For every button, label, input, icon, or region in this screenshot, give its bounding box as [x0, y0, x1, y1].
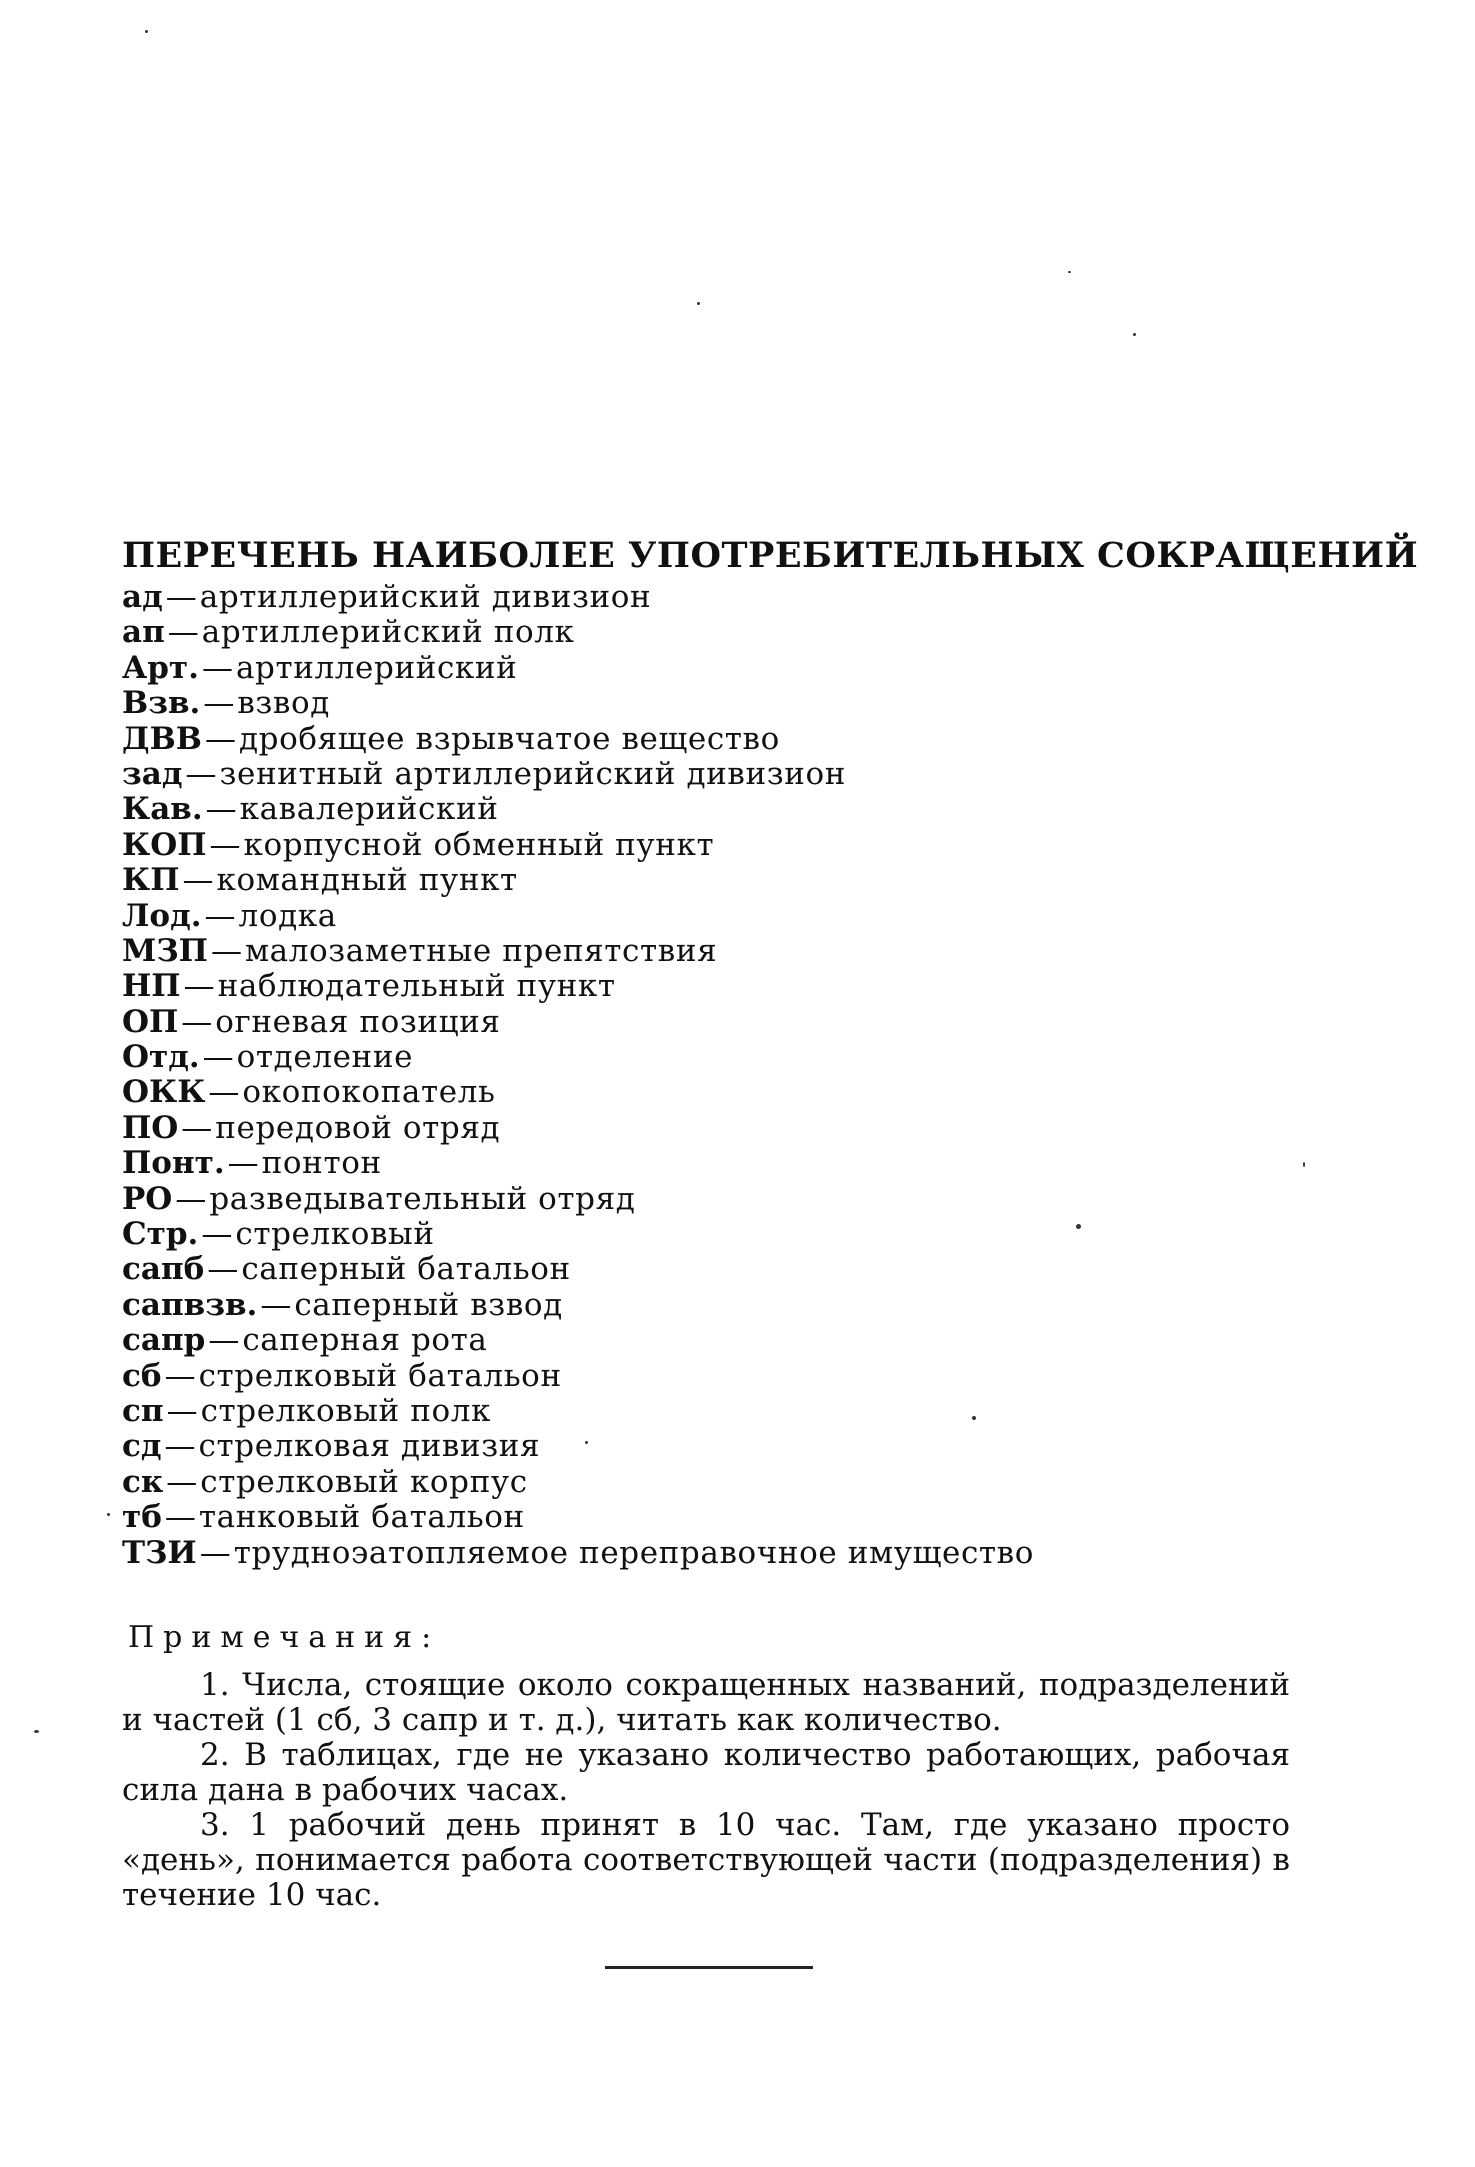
- abbreviation-row: [122, 863, 1272, 898]
- abbreviation-row: [122, 1252, 1272, 1287]
- notes-section: [122, 1668, 1290, 1913]
- scan-speck: [145, 30, 148, 33]
- abbreviation-definition: саперный взвод: [294, 1286, 563, 1323]
- abbreviation-term: ОП: [122, 1003, 179, 1040]
- end-rule: [605, 1966, 813, 1969]
- abbreviation-term: ад: [122, 579, 163, 615]
- abbreviation-term: сд: [122, 1428, 162, 1465]
- abbreviation-row: [122, 899, 1272, 934]
- abbreviation-dash: —: [227, 1145, 259, 1182]
- abbreviation-definition: артиллерийский дивизион: [199, 579, 652, 615]
- abbreviation-dash: —: [183, 968, 215, 1005]
- abbreviation-dash: —: [166, 1392, 198, 1429]
- abbreviation-row: [122, 1429, 1272, 1464]
- abbreviation-row: [122, 828, 1272, 863]
- abbreviation-row: [122, 1005, 1272, 1040]
- abbreviation-dash: —: [181, 1003, 213, 1040]
- scan-speck: [1133, 333, 1136, 336]
- abbreviation-term: Понт.: [122, 1145, 225, 1182]
- abbreviation-term: ап: [122, 614, 165, 651]
- abbreviation-row: [122, 1217, 1272, 1252]
- abbreviation-row: [122, 1465, 1272, 1500]
- abbreviation-row: [122, 1146, 1272, 1181]
- abbreviation-definition: малозаметные препятствия: [244, 932, 718, 969]
- abbreviation-row: [122, 1500, 1272, 1535]
- abbreviation-row: [122, 969, 1272, 1004]
- abbreviation-term: сапб: [122, 1251, 205, 1288]
- abbreviation-dash: —: [202, 1039, 234, 1076]
- abbreviation-term: Стр.: [122, 1216, 199, 1253]
- abbreviation-row: [122, 1075, 1272, 1110]
- abbreviation-definition: взвод: [237, 685, 330, 722]
- abbreviation-term: Отд.: [122, 1039, 200, 1076]
- abbreviation-definition: лодка: [238, 897, 337, 934]
- abbreviation-definition: отделение: [236, 1039, 414, 1076]
- abbreviation-row: [122, 1182, 1272, 1217]
- abbreviation-term: ск: [122, 1463, 164, 1500]
- abbreviation-definition: артиллерийский: [235, 649, 518, 686]
- abbreviation-row: [122, 580, 1272, 615]
- abbreviation-term: НП: [122, 968, 181, 1005]
- abbreviation-term: сп: [122, 1392, 164, 1429]
- abbreviation-row: [122, 1536, 1272, 1571]
- abbreviation-definition: стрелковая дивизия: [198, 1428, 541, 1465]
- abbreviation-dash: —: [175, 1180, 207, 1217]
- abbreviation-row: [122, 757, 1272, 792]
- abbreviation-term: ОКК: [122, 1074, 206, 1111]
- abbreviation-dash: —: [164, 1357, 196, 1394]
- abbreviation-dash: —: [164, 1428, 196, 1465]
- abbreviation-row: [122, 1111, 1272, 1146]
- abbreviation-term: Лод.: [122, 897, 202, 934]
- abbreviation-dash: —: [260, 1286, 292, 1323]
- abbreviation-term: Арт.: [122, 649, 199, 686]
- abbreviation-term: Взв.: [122, 685, 201, 722]
- abbreviation-dash: —: [203, 685, 235, 722]
- abbreviation-dash: —: [208, 1322, 240, 1359]
- abbreviation-definition: стрелковый: [235, 1216, 435, 1253]
- abbreviation-term: Кав.: [122, 791, 203, 828]
- abbreviation-term: КП: [122, 862, 180, 899]
- abbreviation-definition: стрелковый полк: [200, 1392, 492, 1429]
- page-title: ПЕРЕЧЕНЬ НАИБОЛЕЕ УПОТРЕБИТЕЛЬНЫХ СОКРАЩЕНИЙ: [122, 535, 1419, 577]
- note-item-1: 1. Числа, стоящие около сокращенных названий, подразделений и частей (1 сб, 3 сапр и т. д.), читать как количество.: [122, 1667, 1290, 1738]
- abbreviation-definition: саперная рота: [242, 1322, 488, 1359]
- scan-speck: [107, 1513, 110, 1516]
- abbreviation-term: сапр: [122, 1322, 206, 1359]
- abbreviation-row: [122, 651, 1272, 686]
- abbreviation-term: РО: [122, 1180, 173, 1217]
- notes-heading: Примечания:: [128, 1620, 441, 1655]
- abbreviation-dash: —: [166, 1463, 198, 1500]
- abbreviation-row: [122, 1359, 1272, 1394]
- abbreviation-definition: наблюдательный пункт: [217, 968, 616, 1005]
- abbreviation-definition: саперный батальон: [241, 1251, 571, 1288]
- abbreviation-term: сб: [122, 1357, 162, 1394]
- abbreviation-row: [122, 1394, 1272, 1429]
- scan-speck: [697, 302, 700, 305]
- note-item-2: 2. В таблицах, где не указано количество работающих, рабочая сила дана в рабочих часах.: [122, 1737, 1290, 1808]
- abbreviation-dash: —: [204, 897, 236, 934]
- abbreviation-dash: —: [209, 826, 241, 863]
- abbreviation-definition: огневая позиция: [215, 1003, 501, 1040]
- abbreviation-dash: —: [199, 1534, 231, 1571]
- abbreviation-term: ТЗИ: [122, 1534, 197, 1571]
- abbreviation-row: [122, 792, 1272, 827]
- abbreviation-definition: стрелковый батальон: [198, 1357, 562, 1394]
- abbreviation-dash: —: [207, 1251, 239, 1288]
- abbreviation-dash: —: [165, 579, 197, 615]
- abbreviation-dash: —: [185, 755, 217, 792]
- abbreviation-dash: —: [208, 1074, 240, 1111]
- abbreviation-row: [122, 1288, 1272, 1323]
- abbreviation-row: [122, 934, 1272, 969]
- abbreviation-list: [122, 580, 1272, 1571]
- abbreviation-row: [122, 686, 1272, 721]
- abbreviation-definition: понтон: [261, 1145, 382, 1182]
- abbreviation-row: [122, 1323, 1272, 1358]
- abbreviation-definition: дробящее взрывчатое вещество: [238, 720, 780, 757]
- scan-speck: [1068, 271, 1071, 273]
- abbreviation-definition: зенитный артиллерийский дивизион: [219, 755, 847, 792]
- abbreviation-definition: танковый батальон: [198, 1499, 525, 1536]
- abbreviation-term: МЗП: [122, 932, 208, 969]
- abbreviation-row: [122, 722, 1272, 757]
- abbreviation-definition: разведывательный отряд: [209, 1180, 636, 1217]
- abbreviation-term: тб: [122, 1499, 162, 1536]
- abbreviation-dash: —: [167, 614, 199, 651]
- abbreviation-definition: трудноэатопляемое переправочное имущество: [233, 1534, 1034, 1571]
- abbreviation-term: сапвзв.: [122, 1286, 258, 1323]
- abbreviation-term: ПО: [122, 1109, 179, 1146]
- abbreviation-dash: —: [201, 649, 233, 686]
- abbreviation-definition: окопокопатель: [242, 1074, 496, 1111]
- scan-speck: [34, 1730, 39, 1733]
- abbreviation-definition: стрелковый корпус: [200, 1463, 528, 1500]
- abbreviation-definition: кавалерийский: [239, 791, 499, 828]
- abbreviation-dash: —: [210, 932, 242, 969]
- abbreviation-dash: —: [205, 791, 237, 828]
- abbreviation-dash: —: [201, 1216, 233, 1253]
- abbreviation-definition: корпусной обменный пункт: [243, 826, 715, 863]
- abbreviation-row: [122, 1040, 1272, 1075]
- abbreviation-term: зад: [122, 755, 183, 792]
- abbreviation-dash: —: [164, 1499, 196, 1536]
- abbreviation-dash: —: [181, 1109, 213, 1146]
- abbreviation-definition: артиллерийский полк: [201, 614, 575, 651]
- abbreviation-dash: —: [204, 720, 236, 757]
- abbreviation-dash: —: [182, 862, 214, 899]
- abbreviation-term: КОП: [122, 826, 207, 863]
- abbreviation-term: ДВВ: [122, 720, 202, 757]
- scan-speck: [1303, 1162, 1305, 1167]
- note-item-3: 3. 1 рабочий день принят в 10 час. Там, где указано просто «день», понимается работа соответствующей части (подразделения) в течение 10 час.: [122, 1807, 1290, 1913]
- abbreviation-row: [122, 615, 1272, 650]
- abbreviation-definition: командный пункт: [216, 862, 518, 899]
- abbreviation-definition: передовой отряд: [215, 1109, 501, 1146]
